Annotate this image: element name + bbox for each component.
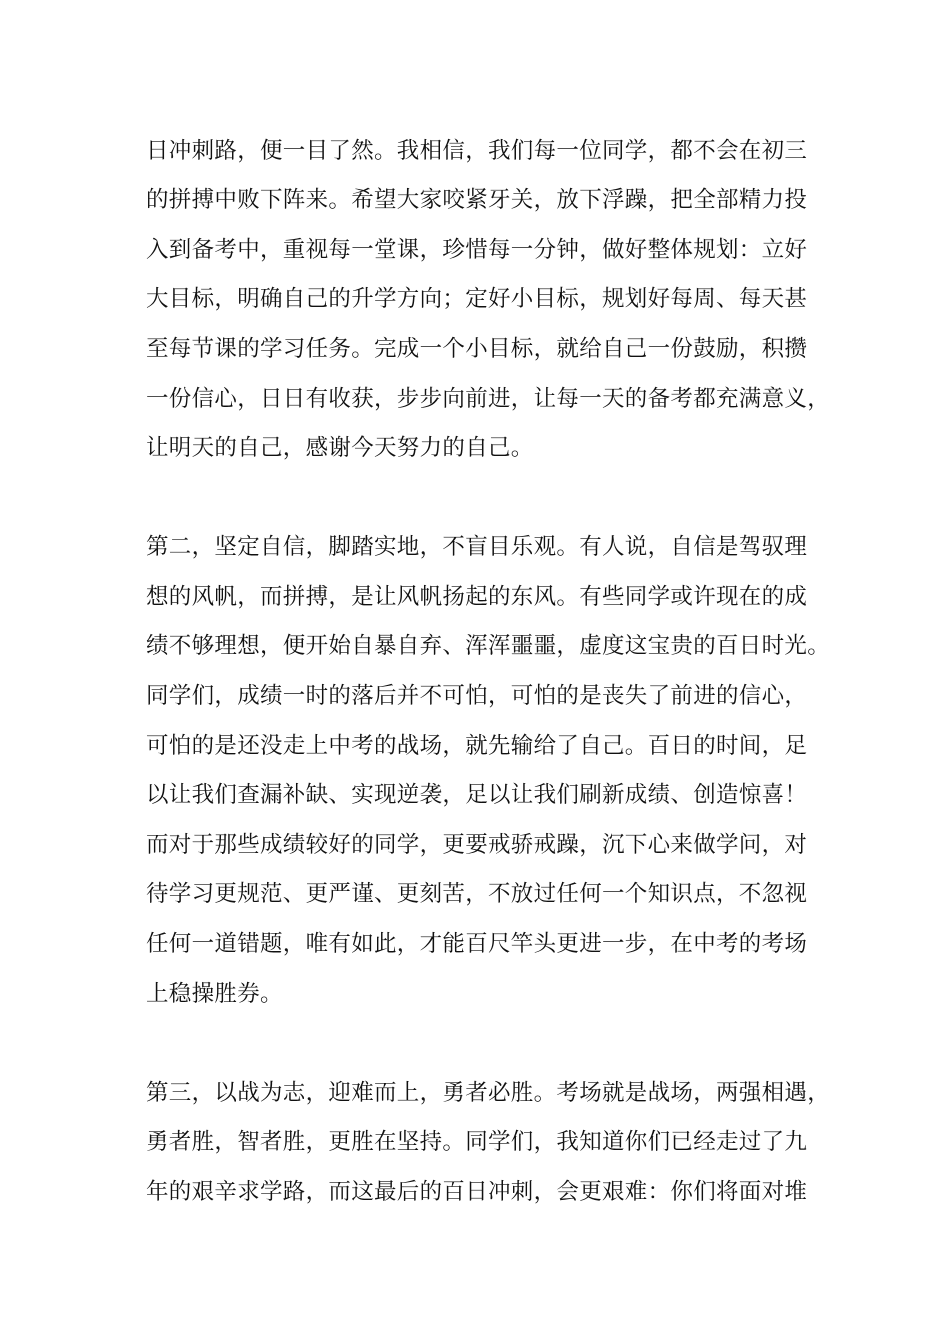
text-line: 可怕的是还没走上中考的战场，就先输给了自己。百日的时间，足 (146, 733, 808, 759)
text-line: 绩不够理想，便开始自暴自弃、浑浑噩噩，虚度这宝贵的百日时光。 (146, 633, 831, 659)
text-line: 同学们，成绩一时的落后并不可怕，可怕的是丧失了前进的信心， (146, 683, 808, 709)
text-line: 让明天的自己，感谢今天努力的自己。 (146, 435, 534, 461)
text-line: 待学习更规范、更严谨、更刻苦，不放过任何一个知识点，不忽视 (146, 881, 808, 907)
text-line: 年的艰辛求学路，而这最后的百日冲刺，会更艰难：你们将面对堆 (146, 1179, 808, 1205)
text-line: 勇者胜，智者胜，更胜在坚持。同学们，我知道你们已经走过了九 (146, 1129, 808, 1155)
text-line: 一份信心，日日有收获，步步向前进，让每一天的备考都充满意义， (146, 386, 831, 412)
text-line: 而对于那些成绩较好的同学，更要戒骄戒躁，沉下心来做学问，对 (146, 832, 808, 858)
text-line: 任何一道错题，唯有如此，才能百尺竿头更进一步，在中考的考场 (146, 931, 808, 957)
text-line: 至每节课的学习任务。完成一个小目标，就给自己一份鼓励，积攒 (146, 336, 808, 362)
text-line: 第三，以战为志，迎难而上，勇者必胜。考场就是战场，两强相遇， (146, 1080, 831, 1106)
text-line: 上稳操胜券。 (146, 981, 283, 1007)
text-line: 大目标，明确自己的升学方向；定好小目标，规划好每周、每天甚 (146, 286, 808, 312)
text-line: 的拼搏中败下阵来。希望大家咬紧牙关，放下浮躁，把全部精力投 (146, 187, 808, 213)
text-line: 入到备考中，重视每一堂课，珍惜每一分钟，做好整体规划：立好 (146, 237, 808, 263)
text-line: 日冲刺路，便一目了然。我相信，我们每一位同学，都不会在初三 (146, 138, 808, 164)
text-line: 第二，坚定自信，脚踏实地，不盲目乐观。有人说，自信是驾驭理 (146, 534, 808, 560)
text-line: 以让我们查漏补缺、实现逆袭，足以让我们刷新成绩、创造惊喜！ (146, 782, 808, 808)
text-line: 想的风帆，而拼搏，是让风帆扬起的东风。有些同学或许现在的成 (146, 584, 808, 610)
